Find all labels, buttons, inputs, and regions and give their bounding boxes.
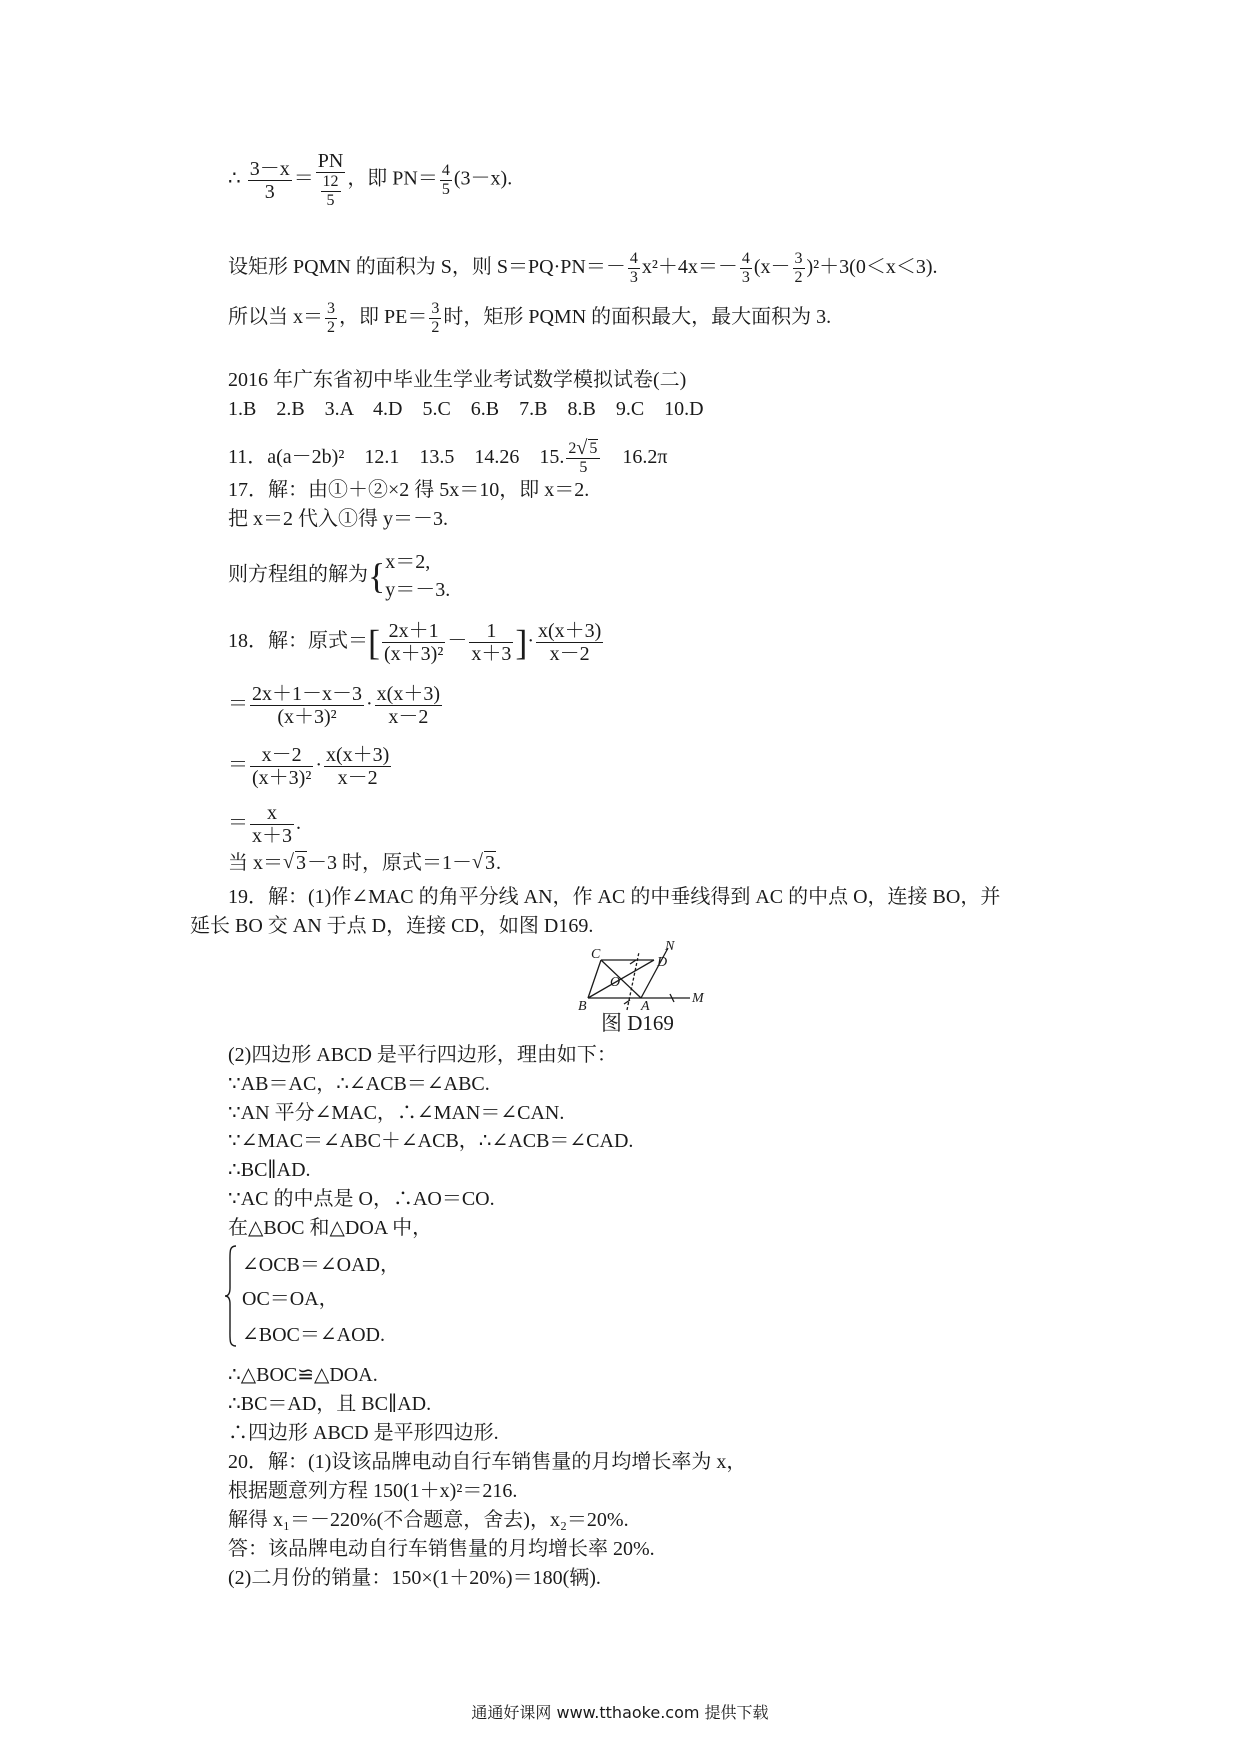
fraction	[469, 620, 513, 665]
answers-row-2	[228, 440, 667, 477]
fraction	[375, 683, 442, 728]
fraction-den: x－2	[549, 643, 590, 665]
equals: ＝	[228, 754, 248, 777]
q19-line-3: (2)四边形 ABCD 是平行四边形，理由如下：	[228, 1044, 617, 1066]
fraction-den: 5	[579, 459, 588, 476]
solution-line-pn	[228, 150, 512, 210]
figure-d169	[575, 940, 715, 1012]
q19-line-10: ∴△BOC≌△DOA.	[228, 1364, 378, 1386]
fraction	[440, 162, 452, 199]
text-segment: 当 x＝	[228, 852, 283, 874]
fraction	[566, 440, 600, 477]
minus: －	[447, 630, 468, 653]
fraction-num: 2x＋1	[382, 620, 445, 643]
fraction	[536, 620, 603, 665]
label-m: M	[692, 991, 704, 1006]
text-segment: 设矩形 PQMN 的面积为 S，则 S＝PQ·PN＝－	[228, 256, 626, 279]
fraction-num: x(x＋3)	[538, 620, 602, 642]
label-a: A	[641, 999, 650, 1012]
q17-line-3	[228, 548, 450, 604]
q18-line-3	[228, 744, 393, 789]
q19-line-5: ∵AN 平分∠MAC，∴∠MAN＝∠CAN.	[228, 1102, 565, 1124]
fraction-den: 3	[741, 269, 750, 286]
figure-caption: 图 D169	[601, 1011, 674, 1035]
congruence-system	[224, 1238, 464, 1354]
label-o: O	[610, 975, 621, 990]
text-segment: (x－	[753, 256, 791, 279]
fraction	[324, 744, 391, 789]
therefore-symbol: ∴	[228, 167, 241, 190]
q18-line-5	[228, 850, 501, 876]
left-brace: {	[368, 556, 386, 596]
fraction-num: 4	[629, 250, 638, 267]
fraction	[250, 744, 313, 789]
fraction-den: (x＋3)²	[277, 706, 337, 728]
period: .	[296, 812, 301, 835]
fraction-num: 12	[322, 173, 339, 190]
fraction-num: x(x＋3)	[376, 683, 440, 705]
fraction-num: 4	[441, 161, 450, 179]
text-segment: 则方程组的解为	[228, 563, 368, 586]
fraction	[250, 683, 364, 728]
q20-line-5: (2)二月份的销量：150×(1＋20%)＝180(辆).	[228, 1567, 601, 1589]
fraction	[793, 250, 805, 287]
equals: ＝	[293, 167, 314, 190]
left-brace	[224, 1244, 238, 1348]
coefficient: 2	[568, 440, 577, 457]
fraction-num: 3	[431, 300, 440, 317]
fraction-den: x－2	[337, 767, 378, 789]
label-n: N	[665, 940, 675, 954]
fraction-den: 2	[431, 319, 440, 336]
fraction-den: (x＋3)²	[384, 643, 444, 665]
q19-line-2: 延长 BO 交 AN 于点 D，连接 CD，如图 D169.	[190, 915, 594, 937]
sqrt	[472, 850, 496, 876]
fraction-den: 5	[326, 192, 335, 209]
footer-watermark: 通通好课网 www.tthaoke.com 提供下载	[471, 1703, 769, 1722]
text-segment: 11．a(a－2b)² 12.1 13.5 14.26 15.	[228, 446, 565, 469]
text-segment: ，即 PN＝	[347, 167, 438, 190]
fraction-den: x－2	[388, 706, 429, 728]
q20-line-1: 20．解：(1)设该品牌电动自行车销售量的月均增长率为 x，	[228, 1451, 747, 1473]
dot: ·	[315, 754, 322, 777]
text-segment: 18．解：原式＝	[228, 630, 368, 653]
solution-line-max	[228, 300, 831, 337]
compound-fraction	[316, 150, 346, 210]
fraction	[628, 250, 640, 287]
q17-line-1: 17．解：由①＋②×2 得 5x＝10，即 x＝2.	[228, 479, 590, 501]
fraction	[325, 300, 337, 337]
fraction	[248, 158, 292, 203]
q18-line-4	[228, 802, 301, 847]
sqrt	[576, 440, 598, 458]
fraction-num: 3	[327, 300, 335, 317]
segment-ca	[601, 960, 641, 998]
fraction	[250, 802, 294, 847]
q19-line-6: ∵∠MAC＝∠ABC＋∠ACB，∴∠ACB＝∠CAD.	[228, 1130, 634, 1152]
fraction	[740, 250, 752, 287]
text-segment: 16.2π	[602, 446, 668, 469]
fraction-num: 3－x	[249, 157, 290, 180]
text-segment: x²＋4x＝－	[641, 256, 738, 279]
fraction-den: 3	[264, 180, 275, 203]
q18-line-2	[228, 683, 444, 728]
q18-line-1	[228, 620, 605, 665]
fraction-num: x－2	[250, 744, 313, 767]
sqrt	[283, 850, 307, 876]
text-segment: ，即 PE＝	[339, 306, 428, 329]
text-segment: 所以当 x＝	[228, 306, 323, 329]
fraction	[429, 300, 441, 337]
q19-line-8: ∵AC 的中点是 O，∴AO＝CO.	[228, 1188, 495, 1210]
fraction-num: PN	[317, 150, 344, 172]
text-segment: 时，矩形 PQMN 的面积最大，最大面积为 3.	[443, 306, 832, 329]
radicand: 3	[296, 852, 306, 874]
fraction-num: 4	[741, 250, 750, 267]
equals: ＝	[228, 693, 248, 716]
q20-line-3: 解得 x₁＝－220%(不合题意，舍去)，x₂＝20%.	[228, 1509, 629, 1531]
fraction-den: x＋3	[252, 825, 292, 847]
fraction-num: 3	[794, 250, 803, 267]
dot: ·	[527, 630, 534, 653]
system-line-3: ∠BOC＝∠AOD.	[242, 1324, 385, 1346]
q17-line-2: 把 x＝2 代入①得 y＝－3.	[228, 508, 448, 530]
fraction-num: 2x＋1－x－3	[252, 683, 362, 705]
fraction	[382, 620, 445, 665]
q19-line-1: 19．解：(1)作∠MAC 的角平分线 AN，作 AC 的中垂线得到 AC 的中点 O，连接 BO，并	[228, 886, 1001, 908]
fraction-num: x(x＋3)	[326, 744, 390, 766]
q19-line-4: ∵AB＝AC，∴∠ACB＝∠ABC.	[228, 1073, 490, 1095]
system	[385, 548, 450, 604]
solution-line-area	[228, 250, 938, 287]
q20-line-4: 答：该品牌电动自行车销售量的月均增长率 20%.	[228, 1538, 655, 1560]
fraction-den	[316, 173, 346, 210]
fraction-den: 2	[794, 269, 803, 286]
text-segment: －3 时，原式＝1－	[307, 852, 472, 874]
text-segment: (3－x).	[453, 167, 513, 190]
bracket: [	[368, 622, 380, 663]
fraction-den: 5	[441, 180, 450, 198]
q19-line-9: 在△BOC 和△DOA 中，	[228, 1217, 433, 1239]
fraction-den: x＋3	[471, 643, 512, 665]
q19-line-7: ∴BC∥AD.	[228, 1159, 311, 1181]
fraction-num: x	[250, 802, 294, 825]
text-segment: .	[496, 852, 501, 874]
inner-fraction	[321, 173, 341, 210]
bracket: ]	[515, 622, 528, 663]
radicand: 5	[589, 440, 598, 457]
system-line: y＝－3.	[385, 579, 451, 601]
arc-mark	[624, 1000, 630, 1004]
fraction-den: (x＋3)²	[252, 767, 312, 789]
label-b: B	[578, 999, 587, 1012]
system-line: x＝2,	[385, 551, 431, 573]
fraction-den: 3	[629, 269, 638, 286]
q20-line-2: 根据题意列方程 150(1＋x)²＝216.	[228, 1480, 518, 1502]
label-d: D	[657, 955, 668, 970]
q19-line-11: ∴BC＝AD，且 BC∥AD.	[228, 1393, 432, 1415]
system-line-2: OC＝OA，	[242, 1288, 339, 1310]
fraction-den: 2	[327, 319, 335, 336]
dot: ·	[366, 693, 373, 716]
answers-row-1: 1.B 2.B 3.A 4.D 5.C 6.B 7.B 8.B 9.C 10.D	[228, 398, 704, 420]
text-segment: )²＋3(0＜x＜3).	[806, 256, 938, 279]
fraction-num: 1	[469, 620, 513, 643]
q19-line-12: ∴四边形 ABCD 是平形四边形.	[228, 1422, 499, 1444]
system-line-1: ∠OCB＝∠OAD，	[242, 1254, 400, 1276]
label-c: C	[591, 947, 601, 962]
radicand: 3	[485, 852, 495, 874]
fraction-num	[566, 440, 600, 459]
section-title: 2016 年广东省初中毕业生学业考试数学模拟试卷(二)	[228, 369, 687, 391]
equals: ＝	[228, 812, 248, 835]
